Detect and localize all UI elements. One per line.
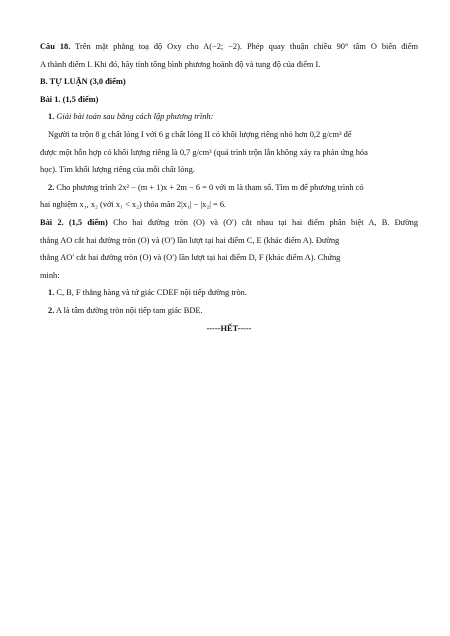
bai-2-line-1 xyxy=(40,214,418,232)
question-18-label: Câu 18. xyxy=(40,42,71,51)
bai-2-line-4: minh: xyxy=(40,270,60,280)
bai-1-item-2-text-1: Cho phương trình 2x² − (m + 1)x + 2m − 6 = 0 với m là tham số. Tìm m để phương trình có xyxy=(56,182,364,192)
bai-1-item-1-instruction xyxy=(40,108,418,126)
bai-1-item-1-line-1: Người ta trộn 8 g chất lỏng I với 6 g chất lỏng II có khối lượng riêng nhỏ hơn 0,2 g/cm³ để xyxy=(48,129,352,139)
end-mark: -----HẾT----- xyxy=(206,323,252,333)
exam-page xyxy=(40,38,418,337)
bai-2-text-1: Cho hai đường tròn (O) và (O′) cắt nhau tại hai điểm phân biệt A, B. Đường xyxy=(113,217,419,227)
question-18-text-1: Trên mặt phẳng toạ độ Oxy cho A(−2; −2). Phép quay thuận chiều 90° tâm O biến điểm xyxy=(75,42,418,51)
bai-2-item-2-text: A là tâm đường tròn nội tiếp tam giác BDE. xyxy=(55,305,203,315)
bai-2-line-3: thẳng AO′ cắt hai đường tròn (O) và (O′) lần lượt tại hai điểm D, F (khác điểm A). Chứng xyxy=(40,253,341,263)
bai-1-item-2-line-2: hai nghiệm x₁, x₂ (với x₁ < x₂) thỏa mãn 2|x₁| − |x₂| = 6. xyxy=(40,200,227,210)
bai-1-item-2-line-1 xyxy=(40,179,418,197)
bai-1-item-2-label: 2. xyxy=(48,182,55,192)
bai-1-item-1-line-2: được một hỗn hợp có khối lượng riêng là 0,7 g/cm³ (quá trình trộn lẫn không xảy ra phản ứng hóa xyxy=(40,147,368,157)
bai-2-item-1-label: 1. xyxy=(48,288,55,298)
section-b-heading: B. TỰ LUẬN (3,0 điểm) xyxy=(40,77,126,87)
bai-2-item-2 xyxy=(40,302,418,320)
question-18-line-2: A thành điểm I. Khi đó, hãy tính tổng bình phương hoành độ và tung độ của điểm I. xyxy=(40,59,321,69)
bai-2-line-2: thẳng AO cắt hai đường tròn (O) và (O′) lần lượt tại hai điểm C, E (khác điểm A). Đường xyxy=(40,235,340,245)
bai-2-item-1 xyxy=(40,284,418,302)
bai-2-heading: Bài 2. (1,5 điểm) xyxy=(40,217,108,227)
question-18-line-1 xyxy=(40,38,418,56)
bai-2-item-2-label: 2. xyxy=(48,305,55,315)
bai-1-item-1-instruction-text: Giải bài toán sau bằng cách lập phương trình: xyxy=(56,112,214,122)
bai-1-item-1-label: 1. xyxy=(48,112,55,122)
bai-1-item-1-line-3: học). Tìm khối lượng riêng của mỗi chất lỏng. xyxy=(40,165,195,175)
bai-1-heading: Bài 1. (1,5 điểm) xyxy=(40,94,99,104)
bai-2-item-1-text: C, B, F thẳng hàng và tứ giác CDEF nội tiếp đường tròn. xyxy=(56,288,247,298)
